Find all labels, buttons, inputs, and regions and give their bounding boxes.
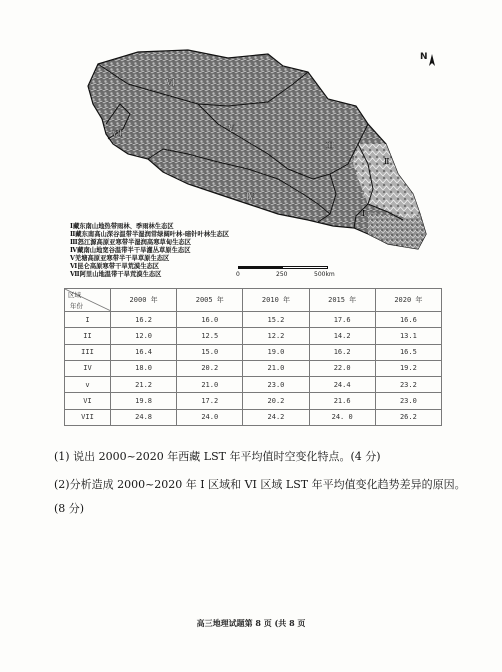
- lst-value-cell: 13.1: [375, 328, 441, 344]
- region-label-II: Ⅱ: [384, 157, 390, 166]
- lst-value-cell: 16.2: [111, 312, 177, 328]
- legend-item-V: Ⅴ羌塘高原亚寒带半干旱草原生态区: [70, 255, 170, 262]
- region-cell: VII: [65, 409, 111, 425]
- region-I-area: [368, 212, 426, 249]
- table-row: [65, 393, 442, 409]
- table-row: [65, 377, 442, 393]
- legend-item-VII: Ⅶ阿里山地温带干旱荒漠生态区: [70, 271, 162, 278]
- lst-value-cell: 23.0: [375, 393, 441, 409]
- table-row: [65, 328, 442, 344]
- scale-label-zero: 0: [236, 271, 240, 278]
- lst-value-cell: 20.2: [243, 393, 309, 409]
- lst-value-cell: 19.8: [111, 393, 177, 409]
- table-row: [65, 344, 442, 360]
- lst-value-cell: 12.0: [111, 328, 177, 344]
- north-arrow-icon: [420, 52, 438, 74]
- lst-value-cell: 16.5: [375, 344, 441, 360]
- scale-label-mid: 250: [276, 271, 288, 278]
- region-label-VII: Ⅶ: [112, 129, 123, 138]
- lst-value-cell: 21.0: [243, 360, 309, 376]
- table-row: [65, 409, 442, 425]
- legend-item-VI: Ⅵ昆仑高原寒带干旱荒漠生态区: [70, 263, 160, 270]
- lst-value-cell: 21.0: [177, 377, 243, 393]
- north-label: N: [420, 52, 428, 62]
- lst-value-cell: 24.4: [309, 377, 375, 393]
- year-header: 2005 年: [177, 289, 243, 312]
- question-2-line-1: (2)分析造成 2000~2020 年 I 区域和 VI 区域 LST 年平均值变化趋势差异的原因。: [54, 478, 466, 491]
- region-cell: III: [65, 344, 111, 360]
- lst-value-cell: 12.5: [177, 328, 243, 344]
- year-header: 2015 年: [309, 289, 375, 312]
- scale-bar-graphic: [238, 266, 328, 269]
- table-corner-cell: [65, 289, 111, 312]
- legend-item-I: Ⅰ藏东南山地热带雨林、季雨林生态区: [70, 223, 174, 230]
- region-cell: v: [65, 377, 111, 393]
- lst-value-cell: 24.0: [177, 409, 243, 425]
- lst-value-cell: 14.2: [309, 328, 375, 344]
- legend-item-III: Ⅲ怒江源高原亚寒带半湿润高寒草甸生态区: [70, 239, 192, 246]
- region-label-IV: Ⅳ: [246, 193, 255, 203]
- table-row: [65, 360, 442, 376]
- region-cell: II: [65, 328, 111, 344]
- region-cell: I: [65, 312, 111, 328]
- lst-value-cell: 24.8: [111, 409, 177, 425]
- table-row: [65, 312, 442, 328]
- lst-value-cell: 21.6: [309, 393, 375, 409]
- question-2-line-2: (8 分): [54, 502, 85, 515]
- table-header-row: [65, 289, 442, 312]
- legend-item-II: Ⅱ藏东南高山深谷温带半湿润常绿阔叶林-暗针叶林生态区: [70, 231, 230, 238]
- lst-value-cell: 16.6: [375, 312, 441, 328]
- lst-value-cell: 24.2: [243, 409, 309, 425]
- header-region-label: 区域: [68, 291, 81, 299]
- lst-value-cell: 19.2: [375, 360, 441, 376]
- region-label-III: Ⅲ: [326, 141, 334, 150]
- lst-value-cell: 22.0: [309, 360, 375, 376]
- region-cell: IV: [65, 360, 111, 376]
- lst-value-cell: 19.0: [243, 344, 309, 360]
- lst-value-cell: 16.4: [111, 344, 177, 360]
- lst-table: [64, 288, 442, 426]
- lst-value-cell: 21.2: [111, 377, 177, 393]
- lst-value-cell: 23.0: [243, 377, 309, 393]
- lst-value-cell: 20.2: [177, 360, 243, 376]
- page-footer: 高三地理试题第 8 页 (共 8 页: [196, 618, 306, 628]
- lst-value-cell: 15.2: [243, 312, 309, 328]
- region-cell: VI: [65, 393, 111, 409]
- year-header: 2010 年: [243, 289, 309, 312]
- legend-item-IV: Ⅳ藏南山地宽谷温带半干旱灌丛草原生态区: [70, 247, 191, 254]
- lst-value-cell: 17.2: [177, 393, 243, 409]
- question-1: (1) 说出 2000~2020 年西藏 LST 年平均值时空变化特点。(4 分): [54, 450, 381, 463]
- lst-value-cell: 16.0: [177, 312, 243, 328]
- year-header: 2020 年: [375, 289, 441, 312]
- scale-bar: [236, 264, 335, 282]
- header-year-label: 年份: [70, 302, 83, 310]
- region-label-V: Ⅴ: [228, 125, 235, 135]
- lst-value-cell: 16.2: [309, 344, 375, 360]
- year-header: 2000 年: [111, 289, 177, 312]
- lst-value-cell: 17.6: [309, 312, 375, 328]
- scale-label-end: 500km: [314, 271, 335, 278]
- lst-value-cell: 26.2: [375, 409, 441, 425]
- lst-value-cell: 12.2: [243, 328, 309, 344]
- lst-value-cell: 23.2: [375, 377, 441, 393]
- lst-value-cell: 24. 0: [309, 409, 375, 425]
- lst-value-cell: 18.0: [111, 360, 177, 376]
- lst-value-cell: 15.0: [177, 344, 243, 360]
- region-label-I: Ⅰ: [362, 209, 366, 218]
- region-label-VI: Ⅵ: [166, 79, 176, 89]
